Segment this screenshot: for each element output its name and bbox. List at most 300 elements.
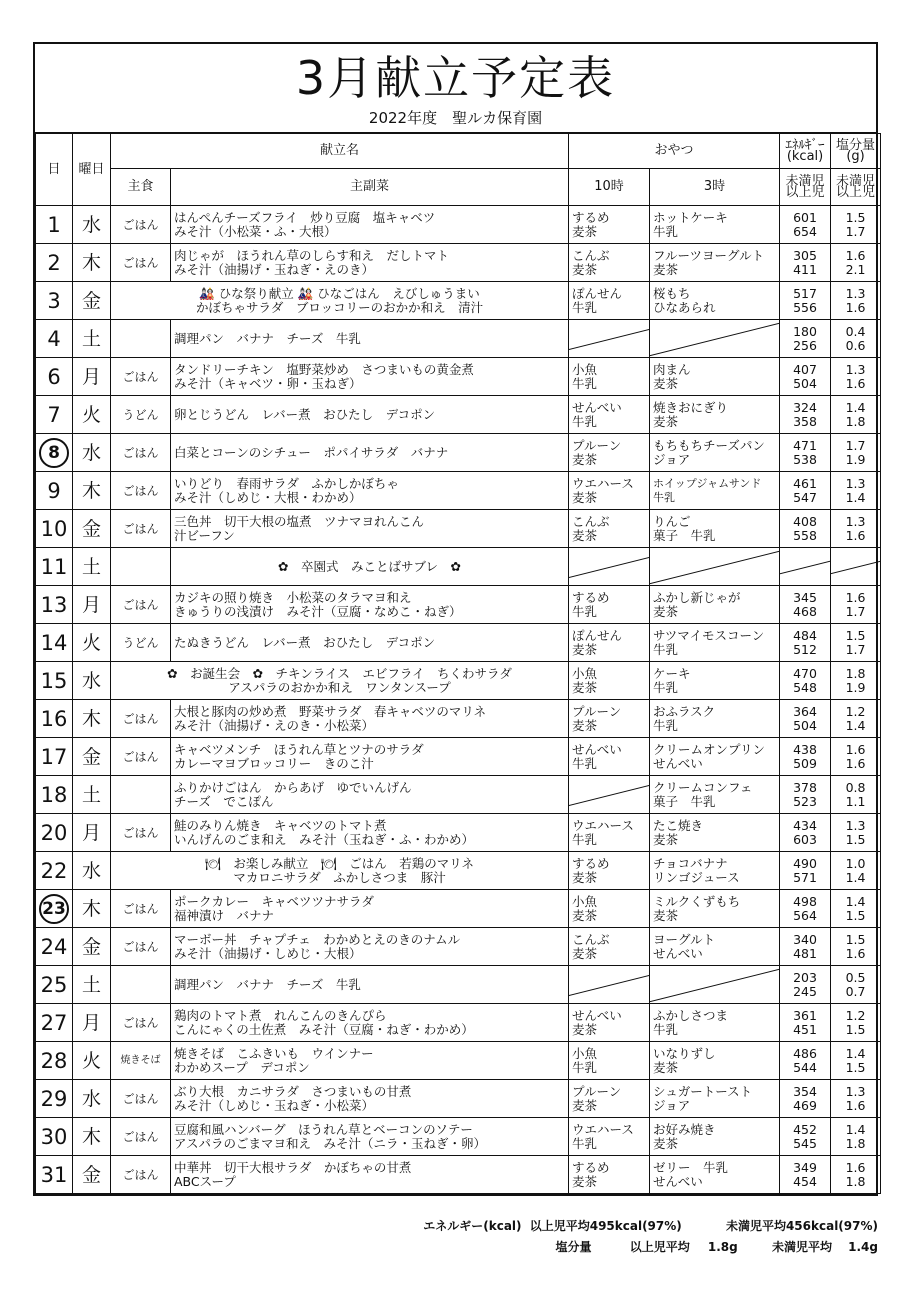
main-dish-line: 三色丼 切干大根の塩煮 ツナマヨれんこん [174,513,425,529]
header-energy: ｴﾈﾙｷﾞｰ (kcal) [780,134,831,169]
snack-ten-line: 小魚 [572,893,598,909]
salt-line: 0.8 [845,779,866,795]
energy-cell [780,282,831,320]
energy-cell [780,510,831,548]
snack-three-line: 牛乳 [653,641,679,657]
snack-three-cell [650,1118,780,1156]
salt-line: 1.6 [845,1159,866,1175]
snack-three-line: 牛乳 [653,679,679,695]
day-cell: 1 [36,206,73,244]
day-number-circled: 8 [39,438,69,468]
salt-line: 1.3 [845,513,866,529]
weekday-cell: 月 [73,358,111,396]
salt-cell [831,928,881,966]
snack-three-line: サツマイモスコーン [653,627,765,643]
salt-line: 1.6 [845,589,866,605]
snack-ten-line: プルーン [572,437,622,453]
snack-ten-cell [569,1156,650,1194]
salt-cell [831,206,881,244]
snack-ten-line: せんべい [572,399,622,415]
snack-ten-line: 麦茶 [572,1021,598,1037]
energy-cell [780,396,831,434]
weekday-cell: 土 [73,776,111,814]
day-cell: 9 [36,472,73,510]
snack-three-line: リンゴジュース [653,869,740,885]
header-ten: 10時 [569,169,650,206]
snack-three-cell [650,282,780,320]
footer-energy-label: エネルギー(kcal) [423,1219,522,1233]
staple-cell: ごはん [111,814,171,852]
page-subtitle: 2022年度 聖ルカ保育園 [368,109,543,127]
salt-line: 1.3 [845,475,866,491]
energy-cell [780,206,831,244]
day-cell: 7 [36,396,73,434]
energy-cell [780,776,831,814]
energy-cell [780,814,831,852]
menu-line: ✿ お誕生会 ✿ チキンライス エビフライ ちくわサラダ [167,665,512,681]
energy-line: 461 [793,475,817,491]
main-dish-cell [171,1118,569,1156]
table-row [36,700,881,738]
snack-ten-line: 牛乳 [572,831,598,847]
staple-cell: ごはん [111,738,171,776]
energy-line: 180 [793,323,817,339]
salt-line: 1.6 [845,527,866,543]
energy-line: 434 [793,817,817,833]
energy-line: 509 [793,755,817,771]
main-dish-line: こんにゃくの土佐煮 みそ汁（豆腐・ねぎ・わかめ） [174,1021,474,1037]
energy-cell [780,358,831,396]
table-row [36,776,881,814]
day-cell: 28 [36,1042,73,1080]
energy-cell [780,966,831,1004]
day-cell: 20 [36,814,73,852]
energy-line: 558 [793,527,817,543]
energy-line: 504 [793,375,817,391]
snack-three-line: 麦茶 [653,907,679,923]
main-dish-line: みそ汁（小松菜・ふ・大根） [174,223,337,239]
main-dish-cell [171,358,569,396]
salt-line: 1.4 [845,893,866,909]
menu-sheet [33,42,878,1196]
main-dish-cell [171,738,569,776]
salt-cell [831,624,881,662]
snack-ten-cell [569,586,650,624]
salt-line: 1.6 [845,945,866,961]
staple-cell: ごはん [111,472,171,510]
salt-cell [831,434,881,472]
energy-line: 654 [793,223,817,239]
salt-line: 1.8 [845,1135,866,1151]
header-main-side: 主副菜 [171,169,569,206]
table-row [36,434,881,472]
main-dish-cell [171,700,569,738]
snack-ten-line: ウエハース [572,817,634,833]
snack-ten-cell [569,1080,650,1118]
staple-cell [111,548,171,586]
weekday-cell: 土 [73,548,111,586]
snack-ten-line: プルーン [572,703,622,719]
main-dish-line: 調理パン バナナ チーズ 牛乳 [174,330,361,346]
salt-cell [831,320,881,358]
energy-cell [780,928,831,966]
snack-ten-line: 麦茶 [572,451,598,467]
salt-line: 1.0 [845,855,866,871]
main-dish-cell [171,890,569,928]
energy-line: 408 [793,513,817,529]
energy-line: 438 [793,741,817,757]
snack-three-line: 菓子 牛乳 [653,793,716,809]
footer-salt [33,1238,886,1255]
main-dish-cell [171,472,569,510]
main-dish-line: ABCスープ [174,1173,236,1189]
page-title: 3月献立予定表 [295,51,616,105]
weekday-cell: 木 [73,244,111,282]
salt-cell [831,396,881,434]
snack-three-cell [650,244,780,282]
snack-ten-line: 牛乳 [572,299,598,315]
energy-cell [780,738,831,776]
salt-line: 1.5 [845,1059,866,1075]
energy-line: 504 [793,717,817,733]
day-cell: 6 [36,358,73,396]
salt-line: 1.5 [845,627,866,643]
main-dish-line: みそ汁（油揚げ・えのき・小松菜） [174,717,375,733]
main-dish-cell [171,434,569,472]
table-row [36,472,881,510]
day-cell: 30 [36,1118,73,1156]
energy-line: 498 [793,893,817,909]
snack-ten-cell [569,852,650,890]
weekday-cell: 火 [73,624,111,662]
table-row [36,206,881,244]
header-menu-name: 献立名 [111,134,569,169]
main-dish-cell [171,510,569,548]
energy-line: 517 [793,285,817,301]
snack-ten-line: 麦茶 [572,223,598,239]
snack-ten-cell [569,472,650,510]
salt-line: 1.7 [845,437,866,453]
staple-cell: ごはん [111,1080,171,1118]
weekday-cell: 木 [73,890,111,928]
snack-three-cell [650,358,780,396]
snack-ten-line: 麦茶 [572,679,598,695]
energy-line: 547 [793,489,817,505]
day-cell: 22 [36,852,73,890]
salt-cell [831,1004,881,1042]
salt-cell [831,1156,881,1194]
energy-cell [780,700,831,738]
snack-ten-line: 麦茶 [572,1173,598,1189]
snack-ten-cell [569,1118,650,1156]
header-day: 日 [36,134,73,206]
energy-line: 364 [793,703,817,719]
main-dish-line: みそ汁（油揚げ・玉ねぎ・えのき） [174,261,375,277]
snack-three-cell [650,206,780,244]
snack-three-cell [650,472,780,510]
snack-ten-cell [569,206,650,244]
day-cell: 24 [36,928,73,966]
snack-three-cell [650,890,780,928]
energy-line: 564 [793,907,817,923]
menu-line: アスパラのおかか和え ワンタンスープ [228,679,451,695]
main-dish-line: 汁ビーフン [174,527,235,543]
main-dish-line: アスパラのごまマヨ和え みそ汁（ニラ・玉ねぎ・卵） [174,1135,487,1151]
salt-line: 1.5 [845,907,866,923]
main-dish-cell [171,966,569,1004]
table-row [36,1042,881,1080]
staple-cell: ごはん [111,244,171,282]
salt-line: 1.9 [845,679,866,695]
salt-line: 1.6 [845,1097,866,1113]
main-dish-cell [171,396,569,434]
salt-cell [831,1118,881,1156]
salt-line: 1.6 [845,755,866,771]
main-dish-cell [171,624,569,662]
snack-ten-line: 牛乳 [572,413,598,429]
staple-cell [111,776,171,814]
salt-line: 1.5 [845,209,866,225]
salt-line: 1.6 [845,299,866,315]
table-row [36,396,881,434]
footer-energy-lower: 未満児平均456kcal(97%) [725,1219,878,1233]
energy-line: 601 [793,209,817,225]
snack-three-line: ジョア [653,1097,691,1113]
snack-three-line: 麦茶 [653,261,679,277]
day-cell: 2 [36,244,73,282]
salt-line: 1.4 [845,869,866,885]
footer-salt-lower-value: 1.4g [848,1240,878,1254]
salt-line: 1.6 [845,375,866,391]
salt-cell [831,358,881,396]
snack-three-cell [650,1080,780,1118]
snack-three-line: お好み焼き [653,1121,716,1137]
salt-line: 0.7 [845,983,866,999]
snack-three-cell [650,1156,780,1194]
snack-ten-line: するめ [572,855,610,871]
snack-ten-line: 麦茶 [572,527,598,543]
snack-ten-line: 牛乳 [572,603,598,619]
snack-ten-line: ウエハース [572,475,634,491]
main-dish-line: 調理パン バナナ チーズ 牛乳 [174,976,361,992]
salt-cell [831,852,881,890]
snack-three-line: 桜もち [653,285,691,301]
snack-ten-line: 麦茶 [572,945,598,961]
main-dish-line: いんげんのごま和え みそ汁（玉ねぎ・ふ・わかめ） [174,831,475,847]
weekday-cell: 金 [73,1156,111,1194]
energy-cell [780,320,831,358]
energy-cell [780,1080,831,1118]
staple-cell: ごはん [111,434,171,472]
snack-three-line: 肉まん [653,361,691,377]
energy-cell [780,548,831,586]
main-dish-line: カジキの照り焼き 小松菜のタラマヨ和え [174,589,412,605]
main-dish-line: 肉じゃが ほうれん草のしらす和え だしトマト [174,247,450,263]
snack-three-line: 麦茶 [653,603,679,619]
salt-line: 1.2 [845,1007,866,1023]
weekday-cell: 土 [73,320,111,358]
snack-three-line: 牛乳 [653,1021,679,1037]
table-row [36,586,881,624]
main-dish-cell: ✿ 卒園式 みことばサブレ ✿ [171,548,569,586]
day-cell: 25 [36,966,73,1004]
main-dish-cell [171,776,569,814]
snack-ten-line: ウエハース [572,1121,634,1137]
snack-three-line: 麦茶 [653,1059,679,1075]
weekday-cell: 木 [73,700,111,738]
main-dish-cell [171,1156,569,1194]
snack-three-line: せんべい [653,755,703,771]
snack-ten-line: 麦茶 [572,1097,598,1113]
main-dish-line: 鮭のみりん焼き キャベツのトマト煮 [174,817,387,833]
staple-cell: ごはん [111,510,171,548]
salt-line: 1.3 [845,1083,866,1099]
footer-salt-upper-label: 以上児平均 [629,1240,690,1254]
snack-ten-line: 牛乳 [572,1135,598,1151]
main-dish-line: ふりかけごはん からあげ ゆでいんげん [174,779,412,795]
salt-cell [831,1042,881,1080]
weekday-cell: 水 [73,1080,111,1118]
salt-cell [831,472,881,510]
footer-energy-upper: 以上児平均495kcal(97%) [529,1219,682,1233]
salt-line: 1.8 [845,413,866,429]
energy-line: 358 [793,413,817,429]
snack-ten-cell [569,966,650,1004]
main-dish-line: チーズ でこぽん [174,793,274,809]
main-dish-cell [171,320,569,358]
energy-line: 349 [793,1159,817,1175]
main-dish-cell [171,814,569,852]
energy-line: 345 [793,589,817,605]
table-row [36,1080,881,1118]
main-dish-line: タンドリーチキン 塩野菜炒め さつまいもの黄金煮 [174,361,474,377]
main-dish-cell [171,928,569,966]
salt-line: 1.3 [845,361,866,377]
snack-ten-line: するめ [572,589,610,605]
energy-line: 452 [793,1121,817,1137]
snack-three-cell [650,624,780,662]
salt-line: 1.8 [845,1173,866,1189]
salt-line: 0.5 [845,969,866,985]
menu-line: 🎎 ひな祭り献立 🎎 ひなごはん えびしゅうまい [199,285,480,301]
snack-ten-line: 小魚 [572,1045,598,1061]
main-dish-line: みそ汁（キャベツ・卵・玉ねぎ） [174,375,362,391]
salt-cell [831,586,881,624]
snack-three-line: 麦茶 [653,831,679,847]
energy-line: 245 [793,983,817,999]
energy-cell [780,662,831,700]
snack-three-line: いなりずし [653,1045,716,1061]
energy-line: 545 [793,1135,817,1151]
main-dish-line: みそ汁（しめじ・玉ねぎ・小松菜） [174,1097,375,1113]
energy-line: 481 [793,945,817,961]
salt-cell [831,966,881,1004]
snack-three-line: おふラスク [653,703,716,719]
table-row [36,852,881,890]
snack-three-line: 牛乳 [653,490,676,504]
snack-three-line: フルーツヨーグルト [653,247,765,263]
snack-ten-cell [569,890,650,928]
snack-three-cell [650,1042,780,1080]
staple-cell [111,966,171,1004]
snack-three-cell [650,586,780,624]
energy-line: 548 [793,679,817,695]
snack-three-line: ケーキ [653,665,691,681]
day-cell [36,434,73,472]
main-dish-line: ぶり大根 カニサラダ さつまいもの甘煮 [174,1083,412,1099]
salt-line: 1.5 [845,1021,866,1037]
staple-cell: ごはん [111,700,171,738]
snack-ten-cell [569,244,650,282]
snack-ten-line: 牛乳 [572,375,598,391]
salt-cell [831,510,881,548]
energy-line: 486 [793,1045,817,1061]
snack-three-line: 麦茶 [653,375,679,391]
day-cell: 13 [36,586,73,624]
snack-three-line: もちもちチーズパン [653,437,765,453]
table-row [36,282,881,320]
main-dish-line: たぬきうどん レバー煮 おひたし デコポン [174,634,436,650]
salt-line: 0.4 [845,323,866,339]
snack-three-line: ホットケーキ [653,209,728,225]
day-cell [36,890,73,928]
energy-line: 256 [793,337,817,353]
menu-line: マカロニサラダ ふかしさつま 豚汁 [233,869,446,885]
snack-three-line: クリームコンフェ [653,779,753,795]
snack-ten-cell [569,396,650,434]
energy-line: 454 [793,1173,817,1189]
staple-cell [111,320,171,358]
weekday-cell: 火 [73,1042,111,1080]
energy-cell [780,1004,831,1042]
snack-three-cell [650,548,780,586]
energy-cell [780,1042,831,1080]
salt-line: 1.4 [845,1045,866,1061]
salt-line: 1.4 [845,489,866,505]
salt-line: 1.5 [845,931,866,947]
energy-line: 603 [793,831,817,847]
energy-cell [780,1118,831,1156]
day-cell: 29 [36,1080,73,1118]
snack-three-cell [650,320,780,358]
salt-line: 1.4 [845,717,866,733]
snack-ten-cell [569,776,650,814]
staple-cell: ごはん [111,358,171,396]
snack-ten-line: するめ [572,209,610,225]
weekday-cell: 水 [73,206,111,244]
salt-line: 2.1 [845,261,866,277]
snack-three-line: ゼリー 牛乳 [653,1159,729,1175]
snack-ten-line: せんべい [572,741,622,757]
energy-cell [780,890,831,928]
main-dish-line: 卵とじうどん レバー煮 おひたし デコポン [174,406,436,422]
snack-ten-line: こんぶ [572,247,610,263]
salt-line: 1.9 [845,451,866,467]
day-cell: 3 [36,282,73,320]
snack-ten-line: 小魚 [572,665,598,681]
energy-line: 324 [793,399,817,415]
snack-ten-cell [569,662,650,700]
menu-merged-cell [111,852,569,890]
snack-ten-line: 麦茶 [572,489,598,505]
weekday-cell: 水 [73,662,111,700]
table-row [36,358,881,396]
salt-line: 1.3 [845,817,866,833]
main-dish-line: カレーマヨブロッコリー きのこ汁 [174,755,374,771]
snack-ten-line: こんぶ [572,931,610,947]
snack-three-line: たこ焼き [653,817,704,833]
snack-ten-cell [569,282,650,320]
